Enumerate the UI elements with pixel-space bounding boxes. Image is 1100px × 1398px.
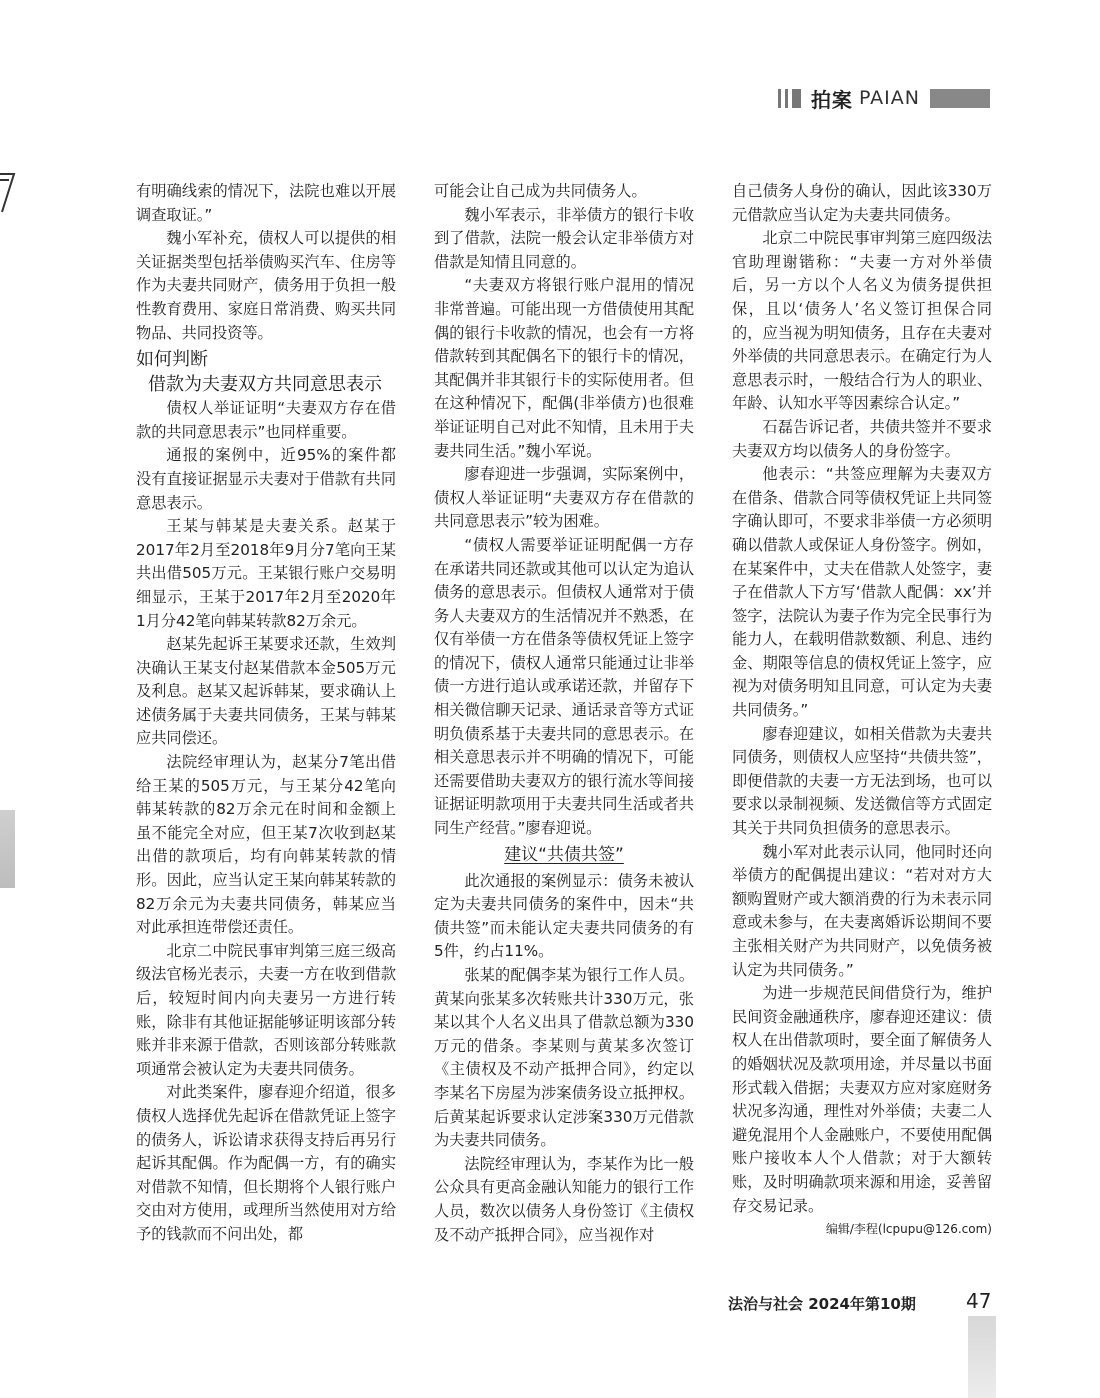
header-bars-decoration — [778, 89, 801, 108]
subtitle-line-1: 如何判断 — [136, 349, 208, 371]
section-name-cn: 拍案 — [810, 87, 853, 112]
paragraph: 此次通报的案例显示：债务未被认定为夫妻共同债务的案件中，因未“共债共签”而未能认定夫妻共同债务的有5件，约占11%。 — [434, 871, 694, 961]
paragraph: 自己债务人身份的确认，因此该330万元借款应当认定为夫妻共同债务。 — [732, 182, 992, 224]
paragraph: 廖春迎进一步强调，实际案例中，债权人举证证明“夫妻双方存在借款的共同意思表示”较为困难。 — [434, 465, 694, 531]
section-header — [778, 86, 990, 110]
paragraph: 法院经审理认为，李某作为比一般公众具有更高金融认知能力的银行工作人员，数次以债务人身份签订《主债权及不动产抵押合同》，应当视作对 — [434, 1154, 694, 1244]
paragraph: 他表示：“共签应理解为夫妻双方在借条、借款合同等债权凭证上共同签字确认即可，不要求非举债一方必须明确以借款人或保证人身份签字。例如，在某案件中，丈夫在借款人处签字，妻子在借款人下方写‘借款人配偶：xx’并签字，法院认为妻子作为完全民事行为能力人，在载明借款数额、利息、违约金、期限等信息的债权凭证上签字，应视为对债务明知且同意，可认定为夫妻共同债务。” — [732, 465, 992, 720]
publication-footer: 法治与社会 2024年第10期 — [728, 1295, 916, 1313]
paragraph: 廖春迎建议，如相关借款为夫妻共同债务，则债权人应坚持“共债共签”，即便借款的夫妻一方无法到场，也可以要求以录制视频、发送微信等方式固定其关于共同负担债务的意思表示。 — [732, 724, 992, 838]
paragraph: 对此类案件，廖春迎介绍道，很多债权人选择优先起诉在借款凭证上签字的债务人，诉讼请求获得支持后再另行起诉其配偶。作为配偶一方，有的确实对借款不知情，但长期将个人银行账户交由对方使用，或理所当然使用对方给予的钱款而不问出处，都 — [136, 1083, 396, 1243]
paragraph: 有明确线索的情况下，法院也难以开展调查取证。” — [136, 182, 396, 224]
edge-ornament-icon — [0, 172, 16, 214]
header-block-decoration — [930, 89, 990, 108]
paragraph: 石磊告诉记者，共债共签并不要求夫妻双方均以债务人的身份签字。 — [732, 417, 992, 460]
paragraph: 可能会让自己成为共同债务人。 — [434, 182, 647, 200]
paragraph: 魏小军补充，债权人可以提供的相关证据类型包括举债购买汽车、住房等作为夫妻共同财产，债务用于负担一般性教育费用、家庭日常消费、购买共同物品、共同投资等。 — [136, 229, 396, 342]
subtitle-line-2: 借款为夫妻双方共同意思表示 — [148, 374, 382, 396]
edge-shadow-decoration — [0, 810, 15, 888]
paragraph: 为进一步规范民间借贷行为，维护民间资金融通秩序，廖春迎还建议：债权人在出借款项时，要全面了解债务人的婚姻状况及款项用途，并尽量以书面形式载入借据；夫妻双方应对家庭财务状况多沟通，理性对外举债；夫妻二人避免混用个人金融账户，不要使用配偶账户接收本人个人借款；对于大额转账，及时明确款项来源和用途，妥善留存交易记录。 — [732, 984, 992, 1215]
paragraph: “债权人需要举证证明配偶一方存在承诺共同还款或其他可以认定为追认债务的意思表示。但债权人通常对于债务人夫妻双方的生活情况并不熟悉，在仅有举债一方在借条等债权凭证上签字的情况下，债权人通常只能通过让非举债一方进行追认或承诺还款，并留存下相关微信聊天记录、通话录音等方式证明负债系基于夫妻共同的意思表示。在相关意思表示并不明确的情况下，可能还需要借助夫妻双方的银行流水等间接证据证明款项用于夫妻共同生活或者共同生产经营。”廖春迎说。 — [434, 535, 694, 838]
paragraph: 北京二中院民事审判第三庭四级法官助理谢锴称：“夫妻一方对外举债后，另一方以个人名义为债务提供担保，且以‘债务人’名义签订担保合同的，应当视为明知债务，且存在夫妻对外举债的共同意思表示。在确定行为人意思表示时，一般结合行为人的职业、年龄、认知水平等因素综合认定。” — [732, 229, 992, 413]
paragraph: 北京二中院民事审判第三庭三级高级法官杨光表示，夫妻一方在收到借款后，较短时间内向夫妻另一方进行转账，除非有其他证据能够证明该部分转账并非来源于借款，否则该部分转账款项通常会被认定为夫妻共同债务。 — [136, 941, 396, 1078]
paragraph: 王某与韩某是夫妻关系。赵某于2017年2月至2018年9月分7笔向王某共出借505万元。王某银行账户交易明细显示，王某于2017年2月至2020年1月分42笔向韩某转款82万余元。 — [136, 517, 396, 630]
article-column-1 — [136, 180, 396, 1247]
paragraph: 债权人举证证明“夫妻双方存在借款的共同意思表示”也同样重要。 — [136, 399, 396, 441]
section-name-en: PAIAN — [858, 87, 920, 109]
paragraph: “夫妻双方将银行账户混用的情况非常普遍。可能出现一方借债使用其配偶的银行卡收款的情况，也会有一方将借款转到其配偶名下的银行卡的情况，其配偶并非其银行卡的实际使用者。但在这种情况下，配偶(非举债方)也很难举证证明自己对此不知情，且未用于夫妻共同生活。”魏小军说。 — [434, 276, 694, 460]
page-edge-decoration — [968, 1316, 996, 1398]
paragraph: 魏小军表示，非举债方的银行卡收到了借款，法院一般会认定非举债方对借款是知情且同意的。 — [434, 205, 694, 271]
paragraph: 通报的案例中，近95%的案件都没有直接证据显示夫妻对于借款有共同意思表示。 — [136, 446, 396, 512]
paragraph: 张某的配偶李某为银行工作人员。黄某向张某多次转账共计330万元，张某以其个人名义出具了借款总额为330万元的借条。李某则与黄某多次签订《主债权及不动产抵押合同》，约定以李某名下房屋为涉案债务设立抵押权。后黄某起诉要求认定涉案330万元借款为夫妻共同债务。 — [434, 966, 694, 1150]
page-number: 47 — [966, 1289, 992, 1313]
paragraph: 魏小军对此表示认同，他同时还向举债方的配偶提出建议：“若对对方大额购置财产或大额消费的行为未表示同意或未参与，在夫妻离婚诉讼期间不要主张相关财产为共同财产，以免债务被认定为共同债务。” — [732, 842, 992, 979]
paragraph: 赵某先起诉王某要求还款，生效判决确认王某支付赵某借款本金505万元及利息。赵某又起诉韩某，要求确认上述债务属于夫妻共同债务，王某与韩某应共同偿还。 — [136, 635, 396, 748]
subtitle-co-sign — [434, 843, 694, 868]
subtitle-text: 建议“共债共签” — [504, 844, 624, 865]
article-column-2 — [434, 180, 694, 1247]
paragraph: 法院经审理认为，赵某分7笔出借给王某的505万元，与王某分42笔向韩某转款的82万余元在时间和金额上虽不能完全对应，但王某7次收到赵某出借的款项后，均有向韩某转款的情形。因此，应当认定王某向韩某转款的82万余元为夫妻共同债务，韩某应当对此承担连带偿还责任。 — [136, 753, 396, 937]
article-column-3 — [732, 180, 992, 1238]
editor-credit: 编辑/李程(lcpupu@126.com) — [825, 1222, 992, 1237]
